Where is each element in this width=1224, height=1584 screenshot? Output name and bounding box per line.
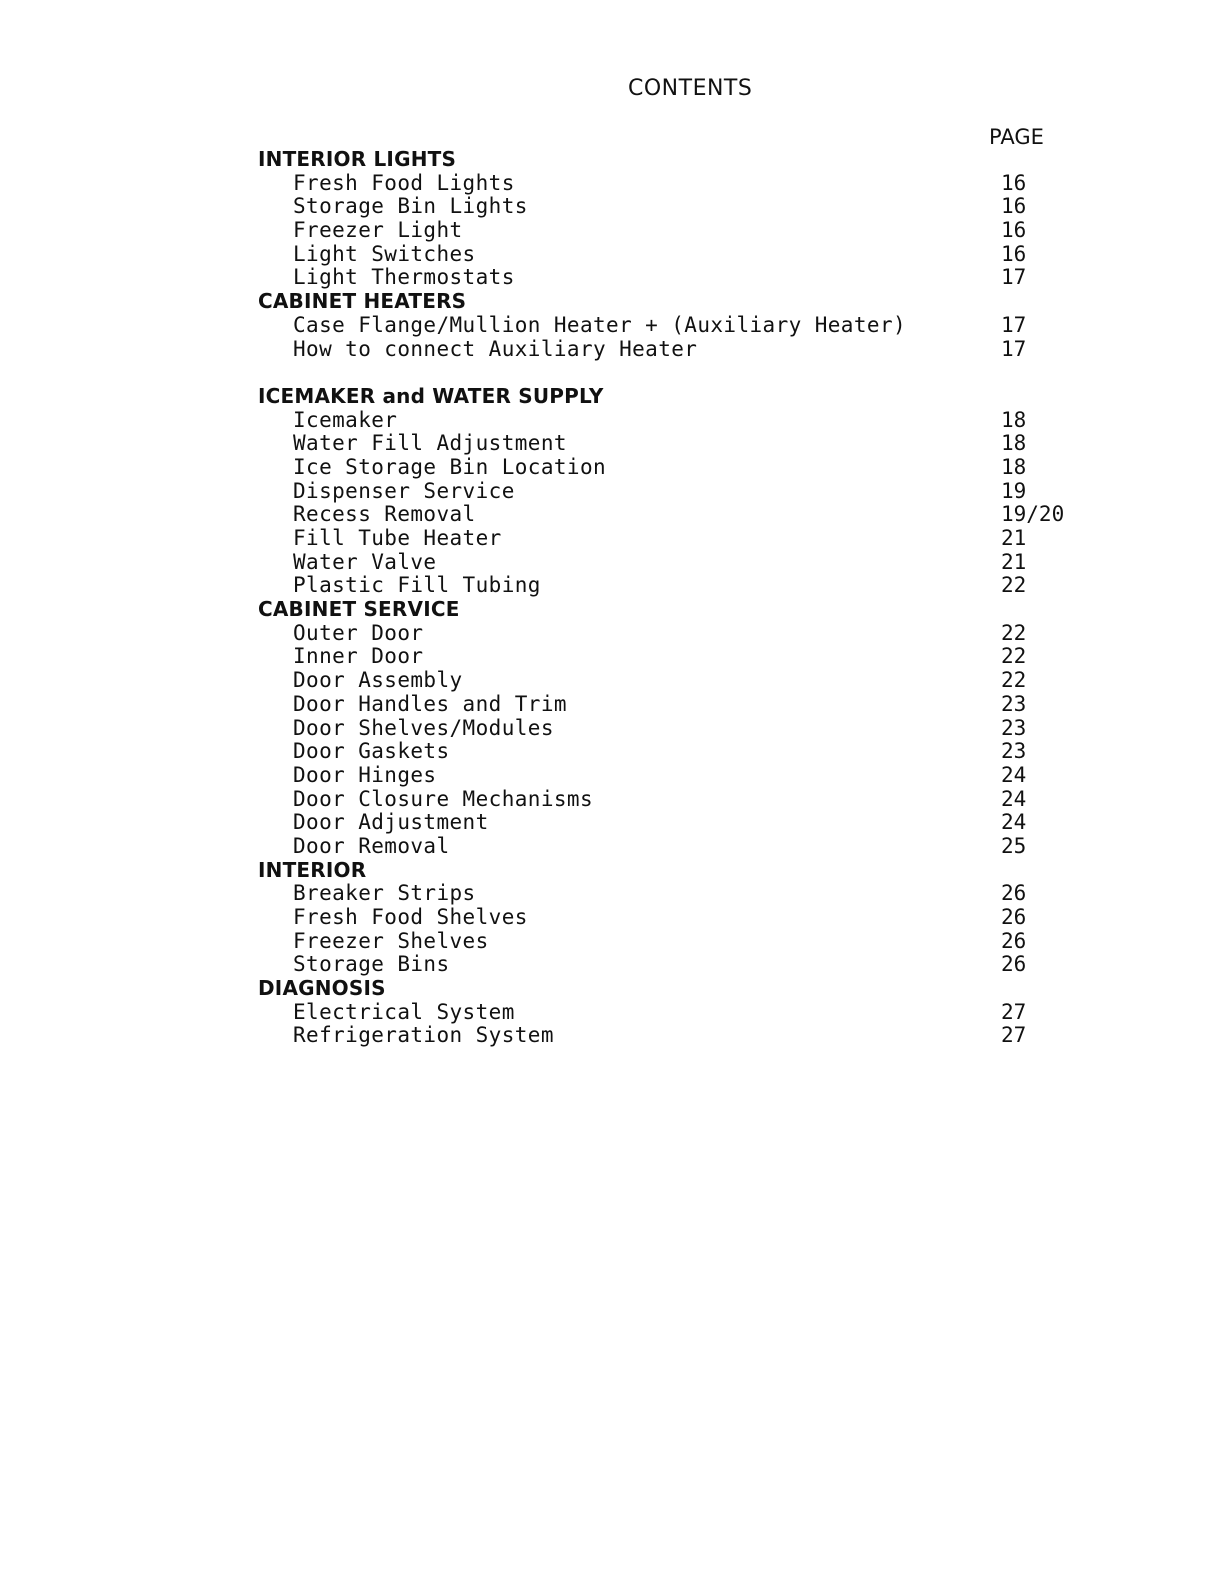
toc-entry (0, 456, 1224, 480)
entry-page: 27 (1001, 999, 1027, 1024)
toc-entry (0, 882, 1224, 906)
toc-entry (0, 219, 1224, 243)
entry-title: Freezer Light (293, 218, 463, 243)
entry-page: 18 (1001, 431, 1027, 456)
entry-title: Door Removal (293, 833, 450, 858)
entry-title: Refrigeration System (293, 1023, 554, 1048)
entry-title: Door Handles and Trim (293, 691, 567, 716)
table-of-contents (0, 148, 1224, 1048)
toc-entry (0, 693, 1224, 717)
section-heading: ICEMAKER and WATER SUPPLY (258, 383, 604, 408)
toc-entry (0, 314, 1224, 338)
toc-entry (0, 740, 1224, 764)
entry-page: 16 (1001, 241, 1027, 266)
toc-entry (0, 574, 1224, 598)
entry-page: 17 (1001, 336, 1027, 361)
toc-entry (0, 1024, 1224, 1048)
entry-title: Outer Door (293, 620, 424, 645)
section-heading: CABINET SERVICE (258, 597, 460, 622)
entry-page: 23 (1001, 691, 1027, 716)
entry-page: 24 (1001, 786, 1027, 811)
toc-entry (0, 409, 1224, 433)
toc-entry (0, 266, 1224, 290)
entry-page: 18 (1001, 407, 1027, 432)
entry-page: 27 (1001, 1023, 1027, 1048)
toc-entry (0, 764, 1224, 788)
entry-title: Recess Removal (293, 502, 476, 527)
toc-entry (0, 338, 1224, 362)
toc-entry (0, 788, 1224, 812)
toc-entry (0, 906, 1224, 930)
toc-entry (0, 930, 1224, 954)
page-title: CONTENTS (628, 76, 753, 101)
toc-entry (0, 432, 1224, 456)
page-column-header: PAGE (989, 125, 1044, 149)
section-heading: DIAGNOSIS (258, 976, 386, 1001)
entry-page: 22 (1001, 668, 1027, 693)
entry-page: 24 (1001, 762, 1027, 787)
entry-title: Door Hinges (293, 762, 437, 787)
entry-page: 19/20 (1001, 502, 1065, 527)
entry-page: 16 (1001, 170, 1027, 195)
entry-title: Water Fill Adjustment (293, 431, 567, 456)
toc-entry (0, 953, 1224, 977)
entry-page: 16 (1001, 194, 1027, 219)
entry-title: Door Gaskets (293, 739, 450, 764)
entry-title: Fresh Food Shelves (293, 905, 528, 929)
entry-page: 25 (1001, 833, 1027, 858)
toc-entry (0, 195, 1224, 219)
entry-title: Door Assembly (293, 668, 463, 693)
toc-entry (0, 811, 1224, 835)
entry-title: How to connect Auxiliary Heater (293, 336, 698, 361)
entry-page: 23 (1001, 715, 1027, 740)
section-heading: INTERIOR (258, 857, 367, 882)
entry-page: 23 (1001, 739, 1027, 764)
entry-title: Breaker Strips (293, 881, 476, 906)
entry-title: Water Valve (293, 549, 437, 574)
entry-page: 22 (1001, 573, 1027, 598)
entry-title: Dispenser Service (293, 478, 515, 503)
entry-title: Light Switches (293, 241, 476, 266)
toc-entry (0, 622, 1224, 646)
entry-page: 26 (1001, 952, 1027, 977)
entry-title: Ice Storage Bin Location (293, 454, 607, 479)
entry-page: 24 (1001, 810, 1027, 835)
entry-page: 22 (1001, 644, 1027, 669)
toc-entry (0, 551, 1224, 575)
entry-title: Fresh Food Lights (293, 170, 515, 195)
entry-page: 26 (1001, 928, 1027, 953)
entry-title: Storage Bins (293, 952, 450, 977)
toc-entry (0, 172, 1224, 196)
entry-title: Storage Bin Lights (293, 194, 528, 219)
entry-page: 21 (1001, 526, 1027, 550)
entry-title: Door Closure Mechanisms (293, 786, 593, 811)
entry-page: 16 (1001, 218, 1027, 243)
entry-title: Freezer Shelves (293, 928, 489, 953)
toc-entry (0, 1001, 1224, 1025)
entry-page: 26 (1001, 881, 1027, 906)
entry-title: Case Flange/Mullion Heater + (Auxiliary Heater) (293, 312, 907, 337)
entry-title: Inner Door (293, 644, 424, 669)
entry-page: 18 (1001, 454, 1027, 479)
toc-entry (0, 480, 1224, 504)
entry-title: Fill Tube Heater (293, 526, 502, 550)
toc-entry (0, 645, 1224, 669)
entry-page: 22 (1001, 620, 1027, 645)
entry-title: Icemaker (293, 407, 398, 432)
entry-title: Plastic Fill Tubing (293, 573, 541, 598)
toc-entry (0, 243, 1224, 267)
toc-entry (0, 669, 1224, 693)
entry-title: Door Adjustment (293, 810, 489, 835)
entry-page: 17 (1001, 312, 1027, 337)
section-spacer (0, 361, 1224, 385)
entry-page: 26 (1001, 905, 1027, 929)
entry-title: Electrical System (293, 999, 515, 1024)
section-heading: INTERIOR LIGHTS (258, 147, 457, 171)
toc-entry (0, 527, 1224, 551)
entry-page: 21 (1001, 549, 1027, 574)
toc-entry (0, 717, 1224, 741)
entry-page: 19 (1001, 478, 1027, 503)
entry-title: Light Thermostats (293, 265, 515, 290)
entry-title: Door Shelves/Modules (293, 715, 554, 740)
toc-entry (0, 503, 1224, 527)
section-heading: CABINET HEATERS (258, 289, 467, 314)
entry-page: 17 (1001, 265, 1027, 290)
toc-entry (0, 835, 1224, 859)
